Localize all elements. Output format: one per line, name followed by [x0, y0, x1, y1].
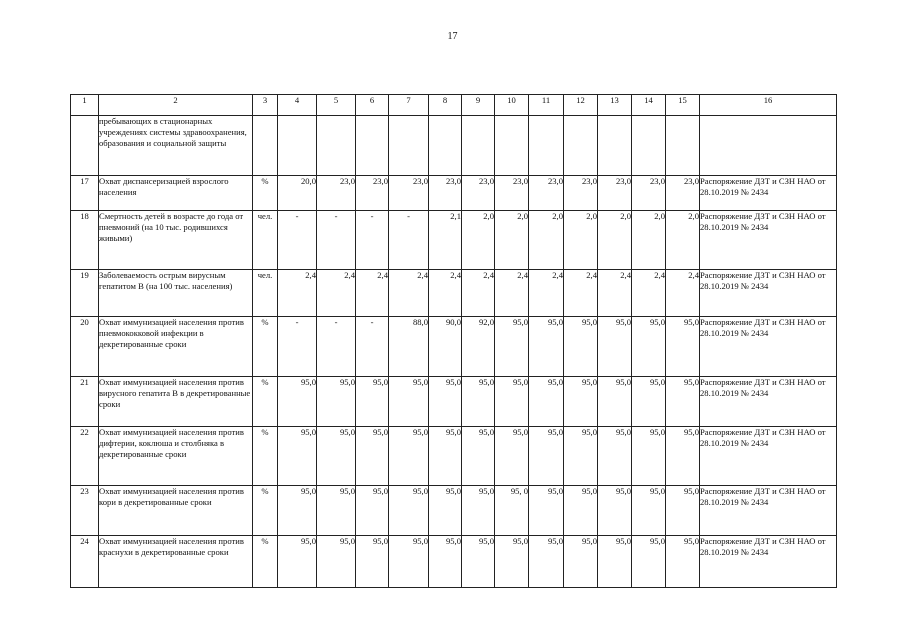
- row-number: 18: [71, 211, 99, 270]
- value-cell: -: [389, 211, 429, 270]
- value-cell: 2,4: [564, 270, 598, 317]
- cell: [253, 116, 278, 176]
- value-cell: 95,0: [495, 427, 529, 486]
- value-cell: 95,0: [529, 317, 564, 377]
- value-cell: 92,0: [462, 317, 495, 377]
- value-cell: 2,1: [429, 211, 462, 270]
- value-cell: 95, 0: [495, 486, 529, 536]
- value-cell: 95,0: [356, 536, 389, 588]
- basis-cell: Распоряжение ДЗТ и СЗН НАО от 28.10.2019 № 2434: [700, 377, 837, 427]
- basis-cell: Распоряжение ДЗТ и СЗН НАО от 28.10.2019 № 2434: [700, 536, 837, 588]
- value-cell: 95,0: [462, 486, 495, 536]
- value-cell: -: [356, 211, 389, 270]
- value-cell: 2,0: [529, 211, 564, 270]
- value-cell: 23,0: [429, 176, 462, 211]
- value-cell: 95,0: [317, 377, 356, 427]
- value-cell: 95,0: [278, 377, 317, 427]
- value-cell: 95,0: [632, 427, 666, 486]
- header-cell: 6: [356, 95, 389, 116]
- value-cell: 95,0: [317, 536, 356, 588]
- value-cell: 95,0: [529, 536, 564, 588]
- cell: [495, 116, 529, 176]
- unit-cell: %: [253, 317, 278, 377]
- cell: [700, 116, 837, 176]
- value-cell: 20,0: [278, 176, 317, 211]
- value-cell: 95,0: [564, 317, 598, 377]
- header-cell: 7: [389, 95, 429, 116]
- value-cell: 95,0: [278, 536, 317, 588]
- value-cell: 95,0: [666, 486, 700, 536]
- value-cell: 95,0: [389, 377, 429, 427]
- value-cell: 2,4: [389, 270, 429, 317]
- value-cell: 95,0: [666, 377, 700, 427]
- value-cell: -: [356, 317, 389, 377]
- value-cell: 95,0: [278, 427, 317, 486]
- header-cell: 4: [278, 95, 317, 116]
- indicator-name: пребывающих в стационарных учреждениях системы здравоохранения, образования и социальной защиты: [99, 116, 253, 176]
- indicator-name: Охват иммунизацией населения против пневмококковой инфекции в декретированные сроки: [99, 317, 253, 377]
- value-cell: 2,4: [278, 270, 317, 317]
- value-cell: 88,0: [389, 317, 429, 377]
- value-cell: 2,0: [598, 211, 632, 270]
- value-cell: 95,0: [564, 486, 598, 536]
- value-cell: -: [317, 211, 356, 270]
- value-cell: 95,0: [529, 377, 564, 427]
- row-number: 21: [71, 377, 99, 427]
- continuation-row: [71, 116, 837, 176]
- value-cell: 95,0: [598, 317, 632, 377]
- value-cell: 23,0: [564, 176, 598, 211]
- table-row: [71, 486, 837, 536]
- value-cell: 95,0: [666, 427, 700, 486]
- cell: [317, 116, 356, 176]
- value-cell: 95,0: [317, 486, 356, 536]
- header-cell: 10: [495, 95, 529, 116]
- value-cell: 95,0: [598, 536, 632, 588]
- basis-cell: Распоряжение ДЗТ и СЗН НАО от 28.10.2019 № 2434: [700, 317, 837, 377]
- value-cell: 2,0: [632, 211, 666, 270]
- header-cell: 9: [462, 95, 495, 116]
- table-row: [71, 211, 837, 270]
- cell: [356, 116, 389, 176]
- cell: [429, 116, 462, 176]
- table-row: [71, 270, 837, 317]
- value-cell: 95,0: [389, 486, 429, 536]
- value-cell: 95,0: [564, 427, 598, 486]
- cell: [278, 116, 317, 176]
- value-cell: 2,4: [666, 270, 700, 317]
- value-cell: -: [317, 317, 356, 377]
- indicators-table: [70, 94, 837, 588]
- basis-cell: Распоряжение ДЗТ и СЗН НАО от 28.10.2019 № 2434: [700, 427, 837, 486]
- row-number: 22: [71, 427, 99, 486]
- value-cell: 95,0: [529, 486, 564, 536]
- cell: [666, 116, 700, 176]
- header-cell: 14: [632, 95, 666, 116]
- value-cell: 23,0: [317, 176, 356, 211]
- basis-cell: Распоряжение ДЗТ и СЗН НАО от 28.10.2019 № 2434: [700, 176, 837, 211]
- header-cell: 2: [99, 95, 253, 116]
- value-cell: 2,4: [429, 270, 462, 317]
- indicator-name: Охват диспансеризацией взрослого населения: [99, 176, 253, 211]
- header-row: [71, 95, 837, 116]
- indicator-name: Смертность детей в возрасте до года от пневмоний (на 10 тыс. родившихся живыми): [99, 211, 253, 270]
- value-cell: 23,0: [462, 176, 495, 211]
- table-row: [71, 176, 837, 211]
- value-cell: 2,4: [356, 270, 389, 317]
- table-row: [71, 427, 837, 486]
- cell: [529, 116, 564, 176]
- unit-cell: %: [253, 176, 278, 211]
- row-number: 17: [71, 176, 99, 211]
- value-cell: 95,0: [632, 317, 666, 377]
- value-cell: 95,0: [356, 377, 389, 427]
- unit-cell: %: [253, 427, 278, 486]
- value-cell: 95,0: [495, 536, 529, 588]
- page-number: 17: [447, 31, 458, 42]
- row-number: 20: [71, 317, 99, 377]
- value-cell: 23,0: [632, 176, 666, 211]
- value-cell: 2,4: [462, 270, 495, 317]
- value-cell: 95,0: [495, 377, 529, 427]
- value-cell: 95,0: [429, 536, 462, 588]
- value-cell: 95,0: [429, 377, 462, 427]
- value-cell: 95,0: [389, 536, 429, 588]
- value-cell: 2,4: [495, 270, 529, 317]
- value-cell: 95,0: [666, 317, 700, 377]
- table-row: [71, 536, 837, 588]
- header-cell: 13: [598, 95, 632, 116]
- value-cell: 95,0: [356, 486, 389, 536]
- indicator-name: Охват иммунизацией населения против краснухи в декретированные сроки: [99, 536, 253, 588]
- cell: [462, 116, 495, 176]
- value-cell: 95,0: [598, 377, 632, 427]
- value-cell: 23,0: [356, 176, 389, 211]
- cell: [389, 116, 429, 176]
- row-number: 19: [71, 270, 99, 317]
- value-cell: 2,0: [564, 211, 598, 270]
- value-cell: 2,0: [666, 211, 700, 270]
- value-cell: 2,0: [495, 211, 529, 270]
- value-cell: 23,0: [666, 176, 700, 211]
- value-cell: 95,0: [529, 427, 564, 486]
- header-cell: 16: [700, 95, 837, 116]
- value-cell: 95,0: [462, 427, 495, 486]
- value-cell: 95,0: [632, 377, 666, 427]
- cell: [564, 116, 598, 176]
- value-cell: 23,0: [389, 176, 429, 211]
- value-cell: 95,0: [632, 486, 666, 536]
- basis-cell: Распоряжение ДЗТ и СЗН НАО от 28.10.2019 № 2434: [700, 486, 837, 536]
- basis-cell: Распоряжение ДЗТ и СЗН НАО от 28.10.2019 № 2434: [700, 270, 837, 317]
- value-cell: 95,0: [278, 486, 317, 536]
- table-row: [71, 317, 837, 377]
- value-cell: 23,0: [529, 176, 564, 211]
- header-cell: 5: [317, 95, 356, 116]
- cell: [598, 116, 632, 176]
- header-cell: 11: [529, 95, 564, 116]
- cell: [71, 116, 99, 176]
- value-cell: 2,0: [462, 211, 495, 270]
- value-cell: 95,0: [389, 427, 429, 486]
- unit-cell: %: [253, 536, 278, 588]
- header-cell: 3: [253, 95, 278, 116]
- value-cell: 95,0: [462, 377, 495, 427]
- table-row: [71, 377, 837, 427]
- value-cell: 95,0: [462, 536, 495, 588]
- indicator-name: Заболеваемость острым вирусным гепатитом В (на 100 тыс. населения): [99, 270, 253, 317]
- value-cell: 95,0: [598, 486, 632, 536]
- row-number: 23: [71, 486, 99, 536]
- unit-cell: чел.: [253, 270, 278, 317]
- header-cell: 12: [564, 95, 598, 116]
- row-number: 24: [71, 536, 99, 588]
- indicator-name: Охват иммунизацией населения против вирусного гепатита В в декретированные сроки: [99, 377, 253, 427]
- value-cell: 95,0: [317, 427, 356, 486]
- value-cell: 95,0: [356, 427, 389, 486]
- value-cell: 95,0: [429, 486, 462, 536]
- cell: [632, 116, 666, 176]
- value-cell: 95,0: [429, 427, 462, 486]
- unit-cell: %: [253, 377, 278, 427]
- header-cell: 1: [71, 95, 99, 116]
- value-cell: 23,0: [598, 176, 632, 211]
- basis-cell: Распоряжение ДЗТ и СЗН НАО от 28.10.2019 № 2434: [700, 211, 837, 270]
- value-cell: 2,4: [529, 270, 564, 317]
- header-cell: 8: [429, 95, 462, 116]
- value-cell: 95,0: [632, 536, 666, 588]
- value-cell: 95,0: [598, 427, 632, 486]
- unit-cell: чел.: [253, 211, 278, 270]
- unit-cell: %: [253, 486, 278, 536]
- value-cell: 2,4: [317, 270, 356, 317]
- header-cell: 15: [666, 95, 700, 116]
- value-cell: 2,4: [598, 270, 632, 317]
- indicator-name: Охват иммунизацией населения против дифтерии, коклюша и столбняка в декретированные сроки: [99, 427, 253, 486]
- value-cell: 95,0: [564, 536, 598, 588]
- value-cell: 2,4: [632, 270, 666, 317]
- indicator-name: Охват иммунизацией населения против кори в декретированные сроки: [99, 486, 253, 536]
- value-cell: 95,0: [495, 317, 529, 377]
- value-cell: -: [278, 211, 317, 270]
- value-cell: 95,0: [564, 377, 598, 427]
- value-cell: 23,0: [495, 176, 529, 211]
- value-cell: 95,0: [666, 536, 700, 588]
- value-cell: 90,0: [429, 317, 462, 377]
- value-cell: -: [278, 317, 317, 377]
